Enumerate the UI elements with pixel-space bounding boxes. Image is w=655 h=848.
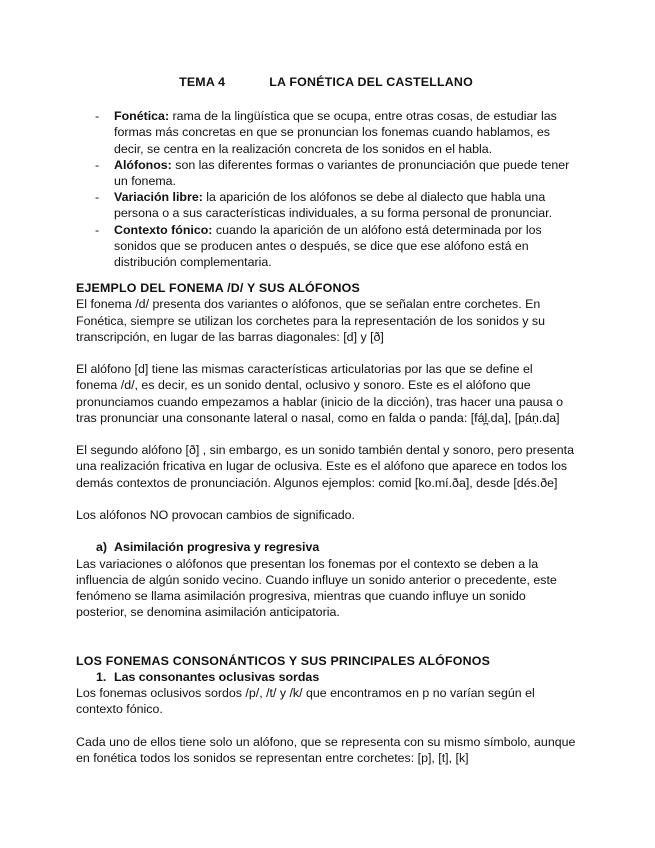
paragraph: El segundo alófono [ð] , sin embargo, es un sonido también dental y sonoro, pero presenta una realización fricativa en lugar de oclusiva. Este es el alófono que aparece en todos los demás contextos de pronunciación. Algunos ejemplos: comid [ko.mí.ða], desde [dés.ðe] [76, 443, 575, 490]
document-page [76, 74, 576, 766]
section-heading-consonanticos: LOS FONEMAS CONSONÁNTICOS Y SUS PRINCIPALES ALÓFONOS [76, 653, 491, 668]
definition-term: Alófonos: [114, 157, 172, 172]
definition-text: la aparición de los alófonos se debe al dialecto que habla una persona o a sus características individuales, a su forma personal de pronunciar. [114, 190, 553, 221]
definition-text: cuando la aparición de un alófono está determinada por los sonidos que se producen antes o después, se dice que ese alófono está en distribución complementaria. [114, 222, 542, 270]
definition-term: Contexto fónico: [114, 222, 213, 237]
definitions-list [76, 108, 576, 270]
paragraph: Cada uno de ellos tiene solo un alófono, que se representa con su mismo símbolo, aunque en fonética todos los sonidos se representan entre corchetes: [p], [t], [k] [76, 734, 576, 765]
section-heading-fonema-d: EJEMPLO DEL FONEMA /D/ Y SUS ALÓFONOS [76, 281, 360, 296]
definition-item: - Variación libre: la aparición de los alófonos se debe al dialecto que habla una persona o a sus características individuales, a su forma personal de pronunciar. [95, 190, 553, 221]
definition-term: Variación libre: [114, 190, 203, 205]
topic-title: LA FONÉTICA DEL CASTELLANO [269, 75, 473, 89]
definition-item: - Alófonos: son las diferentes formas o variantes de pronunciación que puede tener un fonema. [95, 157, 570, 189]
definition-text: son las diferentes formas o variantes de pronunciación que puede tener un fonema. [114, 157, 570, 189]
topic-number: TEMA 4 [179, 75, 226, 89]
paragraph: El fonema /d/ presenta dos variantes o alófonos, que se señalan entre corchetes. En Fonética, siempre se utilizan los corchetes para la representación de los sonidos y su transcripción, en lugar de las barras diagonales: [d] y [ð] [76, 297, 546, 344]
definition-item: - Contexto fónico: cuando la aparición de un alófono está determinada por los sonidos que se producen antes o después, se dice que ese alófono está en distribución complementaria. [95, 222, 542, 270]
paragraph: Los alófonos NO provocan cambios de significado. [76, 508, 355, 523]
paragraph: Los fonemas oclusivos sordos /p/, /t/ y /k/ que encontramos en p no varían según el contexto fónico. [76, 686, 535, 717]
document-title [76, 74, 576, 90]
paragraph: Las variaciones o alófonos que presentan los fonemas por el contexto se deben a la influencia de algún sonido vecino. Cuando influye un sonido anterior o precedente, este fenómeno se llama asimilación progresiva, mientras que cuando influye un sonido posterior, se denomina asimilación anticipatoria. [76, 556, 557, 620]
subheading-oclusivas-sordas: 1. Las consonantes oclusivas sordas [96, 669, 320, 684]
paragraph: El alófono [d] tiene las mismas características articulatorias por las que se define el fonema /d/, es decir, es un sonido dental, oclusivo y sonoro. Este es el alófono que pronunciamos cuando empezamos a hablar (inicio de la dicción), tras hacer una pausa o tras pronunciar una consonante lateral o nasal, como en falda o panda: [fál̪.da], [páṇ.da] [76, 362, 563, 425]
subheading-asimilacion: a) Asimilación progresiva y regresiva [96, 540, 320, 555]
definition-text: rama de la lingüística que se ocupa, entre otras cosas, de estudiar las formas más concretas en que se pronuncian los fonemas cuando hablamos, es decir, se centra en la realización concreta de los sonidos en el habla. [114, 109, 557, 156]
definition-term: Fonética: [114, 109, 170, 124]
definition-item: - Fonética: rama de la lingüística que se ocupa, entre otras cosas, de estudiar las formas más concretas en que se pronuncian los fonemas cuando hablamos, es decir, se centra en la realización concreta de los sonidos en el habla. [95, 109, 557, 156]
